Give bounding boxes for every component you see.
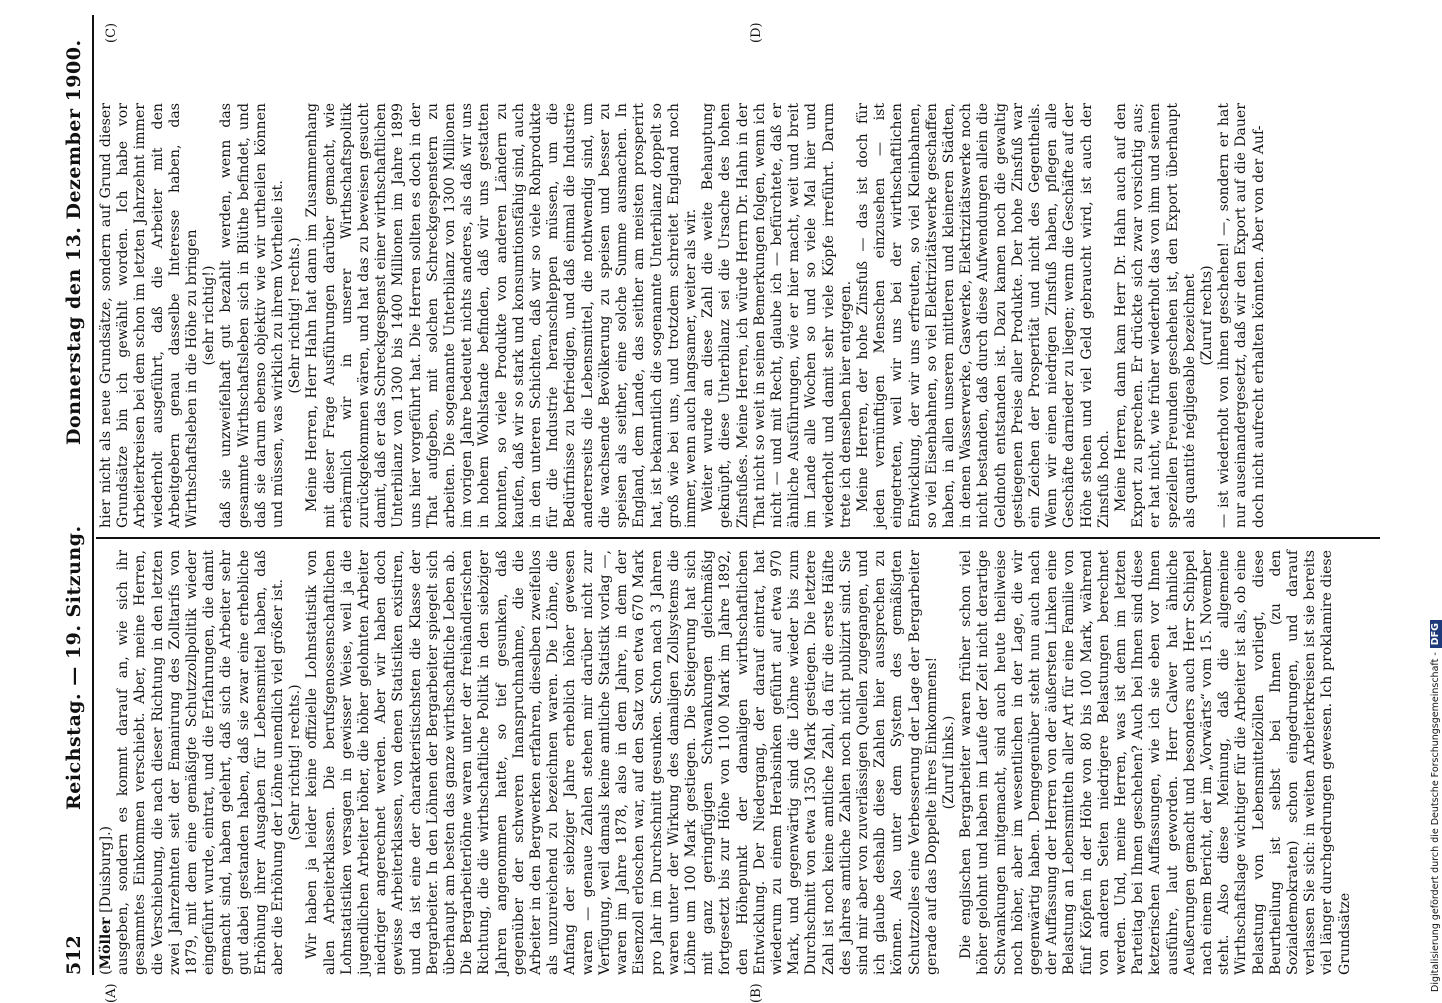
right-column (98, 103, 1373, 528)
interjection: (Zuruf rechts) (1199, 265, 1215, 366)
interjection: (Sehr richtig! rechts.) (287, 237, 304, 394)
interjection: (Zuruf links.) (940, 715, 957, 810)
interjection: (Sehr richtig! rechts.) (287, 684, 304, 841)
paragraph: hier nicht als neue Grundsätze, sondern auf Grund dieser Grundsätze bin ich gewählt worden. Ich habe vor Arbeiterkreisen bei dem schon im letzten Jahrzehnt immer wiederholt ausgeführt, daß die Arbeiter mit den Arbeitgebern genau dasselbe Interesse haben, das Wirthschaftsleben in die Höhe zu bringen (98, 103, 201, 528)
page-number: 512 (63, 935, 85, 975)
digitization-credit (1416, 0, 1441, 1000)
paragraph: Wir haben ja leider keine offizielle Lohnstatistik von allen Arbeiterklassen. Die berufsgenossenschaftlichen Lohnstatistiken versagen in gewisser Weise, weil ja die jugendlichen Arbeiter höher, die höher gelohnten Arbeiter niedriger angerechnet werden. Aber wir haben doch gewisse Arbeiterklassen, von denen Statistiken existiren, und da ist eine der charakteristischsten die Klasse der Bergarbeiter. In den Löhnen der Bergarbeiter spiegelt sich überhaupt am besten das ganze wirthschaftliche Leben ab. Die Bergarbeiterlöhne waren unter der freihändlerischen Richtung, die die wirthschaftliche Politik in den siebziger Jahren angenommen hatte, so tief gesunken, daß gegenüber der schweren Inanspruchnahme, die die Arbeiter in den Bergwerken erfahren, dieselben zweifellos als unzureichend zu bezeichnen waren. Die Löhne, die Anfang der siebziger Jahre erheblich höher gewesen waren — genaue Zahlen stehen mir darüber nicht zur Verfügung, weil damals keine amtliche Statistik vorlag —, waren im Jahre 1878, also in dem Jahre, in dem der Eisenzoll erloschen war, auf den Satz von etwa 670 Mark pro Jahr im Durchschnitt gesunken. Schon nach 3 Jahren waren unter der Wirkung des damaligen Zollsystems die Löhne um 100 Mark gestiegen. Die Steigerung hat sich mit ganz geringfügigen Schwankungen gleichmäßig fortgesetzt bis zur Höhe von 1100 Mark im Jahre 1892, den Höhepunkt der damaligen wirthschaftlichen Entwicklung. Der Niedergang, der darauf eintrat, hat wiederum zu einem Herabsinken geführt auf etwa 970 Mark, und gegenwärtig sind die Löhne wieder bis zum Durchschnitt von etwa 1350 Mark gestiegen. Die letztere Zahl ist noch keine amtliche Zahl, da für die erste Hälfte des Jahres amtliche Zahlen noch nicht publizirt sind. Sie sind mir aber von zuverlässigen Quellen zugegangen, und ich glaube deshalb diese Zahlen hier aussprechen zu können. Also unter dem System des gemäßigten Schutzzolles eine Verbesserung der Lage der Bergarbeiter gerade auf das Doppelte ihres Einkommens! (304, 550, 940, 975)
paragraph: ausgeben, sondern es kommt darauf an, wie sich ihr gesammtes Einkommen verschiebt. Aber, meine Herren, die Verschiebung, die nach dieser Richtung in den letzten zwei Jahrzehnten seit der Emanirung des Zolltarifs von 1879, mit dem eine gemäßigte Schutzzollpolitik wieder eingeführt wurde, eintrat, und die Erfahrungen, die damit gemacht sind, haben gelehrt, daß sich die Arbeiter sehr gut dabei gestanden haben, daß sie zwar eine erhebliche Erhöhung ihrer Ausgaben für Lebensmittel haben, daß aber die Erhöhung der Löhne unendlich viel größer ist. (115, 550, 287, 975)
paragraph: Weiter wurde an diese Zahl die weite Behauptung geknüpft, diese Unterbilanz sei die Ursache des hohen Zinsfußes. Meine Herren, ich würde Herrn Dr. Hahn in der That nicht so weit in seinen Bemerkungen folgen, wenn ich nicht — und mit Recht, glaube ich — befürchtete, daß er ähnliche Ausführungen, wie er hier macht, weit und breit im Lande alle Wochen so und so viele Mal hier und wiederholt und damit sehr viele Köpfe irreführt. Darum trete ich denselben hier entgegen. (700, 103, 854, 528)
header-rule (92, 15, 94, 975)
paragraph: Meine Herren, Herr Hahn hat dann im Zusammenhang mit dieser Frage Ausführungen darüber gemacht, wie erbärmlich wir in unserer Wirthschaftspolitik zurückgekommen wären, und hat das zu beweisen gesucht damit, daß er das Schreckgespenst einer wirthschaftlichen Unterbilanz von 1300 bis 1400 Millionen im Jahre 1899 uns hier vorgeführt hat. Die Herren sollten es doch in der That aufgeben, mit solchen Schreckgespenstern zu arbeiten. Die sogenannte Unterbilanz von 1300 Millionen im vorigen Jahre bedeutet nichts anderes, als daß wir uns in hohem Wohlstande befinden, daß wir uns gestatten konnten, so viele Produkte von anderen Ländern zu kaufen, daß wir so stark und konsumtionsfähig sind, auch in den unteren Schichten, daß wir so viele Rohprodukte für die Industrie heranschleppen müssen, um die Bedürfnisse zu befriedigen, und daß einmal die Industrie andererseits die Lebensmittel, die nothwendig sind, um die wachsende Bevölkerung zu speisen und besser zu speisen als seither, eine solche Summe ausmachen. In England, dem Lande, das seither am meisten prosperirt hat, ist bekanntlich die sogenannte Unterbilanz doppelt so groß wie bei uns, und trotzdem schreitet England noch immer, wenn auch langsamer, weiter als wir. (304, 103, 699, 528)
speaker-name: Möller (98, 917, 114, 970)
margin-marker-b: (B) (749, 983, 764, 1003)
session-title: Reichstag. — 19. Sitzung. (63, 525, 85, 810)
credit-text-line (1430, 12, 1442, 992)
margin-marker-c: (C) (104, 22, 119, 43)
speaker-line: (Möller [Duisburg].) (98, 825, 114, 975)
paragraph: Meine Herren, dann kam Herr Dr. Hahn auch auf den Export zu sprechen. Er drückte sich zwar vorsichtig aus; er hat nicht, wie früher wiederholt das von ihm und seinen speziellen Freunden geschehen ist, den Export überhaupt als quantité négligeable bezeichnet (1112, 103, 1198, 528)
session-date: Donnerstag den 13. Dezember 1900. (63, 39, 85, 445)
speaker-place: [Duisburg].) (98, 825, 114, 913)
margin-marker-d: (D) (749, 22, 764, 43)
left-column (98, 550, 1373, 975)
margin-marker-a: (A) (104, 983, 119, 1003)
rotated-page (60, 15, 1380, 1003)
paragraph: daß sie unzweifelhaft gut bezahlt werden, wenn das gesammte Wirthschaftsleben sich in Blüthe befindet, und daß sie darum ebenso objektiv wie wir urtheilen können und müssen, was wirklich zu ihrem Vortheile ist. (218, 103, 287, 528)
paragraph: Die englischen Bergarbeiter waren früher schon viel höher gelohnt und haben im Laufe der Zeit nicht derartige Schwankungen mitgemacht, sind auch heute theilweise noch höher, aber im wesentlichen in der Lage, die wir gegenwärtig haben. Demgegenüber steht nun auch nach der Auffassung der Herren von der äußersten Linken eine Belastung an Lebensmitteln aller Art für eine Familie von fünf Köpfen in der Höhe von 80 bis 100 Mark, während von anderen Seiten niedrigere Belastungen berechnet werden. Und, meine Herren, was ist denn im letzten Parteitag bei Ihnen geschehen? Auch bei Ihnen sind diese ketzerischen Auffassungen, wie ich sie eben vor Ihnen ausführe, laut geworden. Herr Calwer hat ähnliche Aeußerungen gemacht und besonders auch Herr Schippel nach einem Bericht, der im „Vorwärts“ vom 15. November steht. Also diese Meinung, daß die allgemeine Wirthschaftslage wichtiger für die Arbeiter ist als, ob eine Belastung von Lebensmittelzöllen vorliegt, diese Beurtheilung ist selbst bei Ihnen (zu den Sozialdemokraten) schon eingedrungen, und darauf verlassen Sie sich: in weiten Arbeiterkreisen ist sie bereits viel länger durchgedrungen gewesen. Ich proklamire diese Grundsätze (958, 550, 1353, 975)
column-divider (96, 537, 1380, 539)
page-header (60, 15, 88, 975)
credit-text: Digitalisierung gefördert durch die Deutsche Forschungsgemeinschaft - (1430, 652, 1441, 992)
paragraph: Meine Herren, der hohe Zinsfuß — das ist doch für jeden vernünftigen Menschen einzusehen — ist eingetreten, weil wir uns bei der wirthschaftlichen Entwicklung, der wir uns erfreuten, so viel Kleinbahnen, so viel Eisenbahnen, so viel Elektrizitätswerke geschaffen haben, in allen unseren mittleren und kleineren Städten, in denen Wasserwerke, Gaswerke, Elektrizitätswerke noch nicht bestanden, daß durch diese Aufwendungen allein die Geldnoth entstanden ist. Dazu kamen noch die gewaltig gestiegenen Preise aller Produkte. Der hohe Zinsfuß war ein Zeichen der Prosperität und nicht des Gegentheils. Wenn wir einen niedrigen Zinsfuß haben, pflegen alle Geschäfte darnieder zu liegen; wenn die Geschäfte auf der Höhe stehen und viel Geld gebraucht wird, ist auch der Zinsfuß hoch. (854, 103, 1112, 528)
interjection: (sehr richtig!) (201, 265, 218, 366)
paragraph: — ist wiederholt von ihnen geschehen! —, sondern er hat nur auseinandergesetzt, daß wir den Export auf die Dauer doch nicht aufrecht erhalten könnten. Aber von der Auf- (1216, 103, 1267, 528)
dfg-logo: DFG (1430, 620, 1442, 648)
